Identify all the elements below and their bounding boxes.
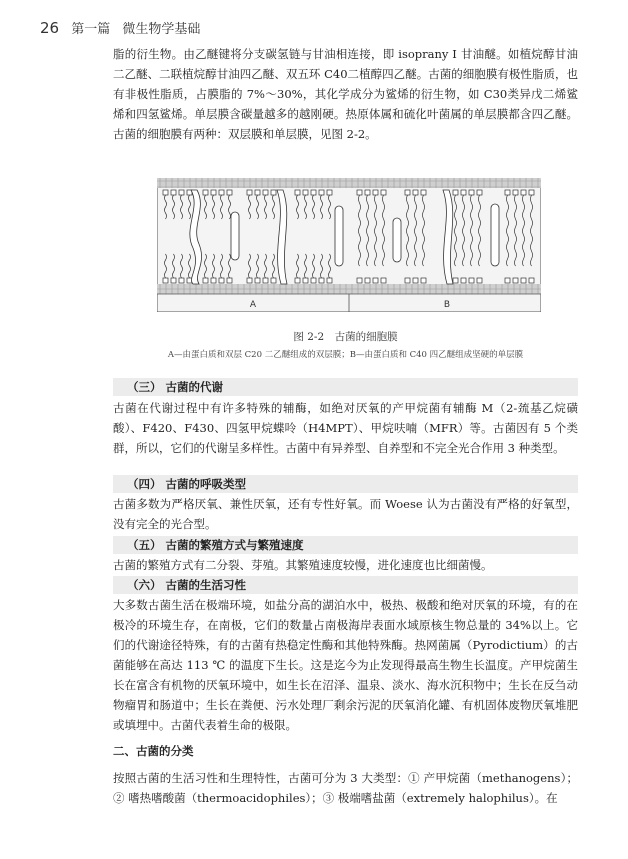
heading-habitat: （六） 古菌的生活习性 [113,576,578,594]
cell-membrane-figure [157,178,541,312]
chapter-title: 微生物学基础 [122,22,201,37]
paragraph-metabolism: 古菌在代谢过程中有许多特殊的辅酶，如绝对厌氧的产甲烷菌有辅酶 M（2-巯基乙烷磺酸）、F420、F430、四氢甲烷蝶呤（H4MPT）、甲烷呋喃（MFR）等。古菌因有 5 个类群，所以，它们的代谢呈多样性。古菌中有异养型、自养型和不完全光合作用 3 种类型。 [113,401,578,455]
paragraph-membrane: 脂的衍生物。由乙醚键将分支碳氢链与甘油相连接，即 isoprany Ⅰ 甘油醚。如植烷醇甘油二乙醚、二联植烷醇甘油四乙醚、双五环 C40二植醇四乙醚。古菌的细胞膜有极性脂质，也有非极性脂质，占膜脂的 7%～30%，其化学成分为鲨烯的衍生物，如 C30类异戊二烯鲨烯和四氢鲨烯。单层膜含碳量越多的越刚硬。热原体属和硫化叶菌属的单层膜都含四乙醚。古菌的细胞膜有两种：双层膜和单层膜，见图 2-2。 [113,47,578,141]
running-header [40,18,200,37]
figure-caption: 图 2-2 古菌的细胞膜 [293,331,398,343]
heading-respiration: （四） 古菌的呼吸类型 [113,475,578,493]
paragraph-habitat: 大多数古菌生活在极端环境，如盐分高的湖泊水中，极热、极酸和绝对厌氧的环境，有的在极冷的环境生存，在南极，它们的数量占南极海岸表面水域原核生物总量的 34%以上。它们的代谢途径特殊，有的古菌有热稳定性酶和其他特殊酶。热网菌属（Pyrodictium）的古菌能够在高达 113 ℃ 的温度下生长。这是迄今为止发现得最高生物生长温度。产甲烷菌生长在富含有机物的厌氧环境中，如生长在沼泽、温泉、淡水、海水沉积物中；生长在反刍动物瘤胃和肠道中；生长在粪便、污水处理厂剩余污泥的厌氧消化罐、有机固体废物厌氧堆肥或填埋中。古菌代表着生命的极限。 [113,598,578,732]
heading-classification: 二、古菌的分类 [113,744,194,758]
heading-metabolism: （三） 古菌的代谢 [113,378,578,396]
paragraph-classification: 按照古菌的生活习性和生理特性，古菌可分为 3 大类型：① 产甲烷菌（methanogens）；② 嗜热嗜酸菌（thermoacidophiles）；③ 极端嗜盐菌（extremely halophilus）。在 [113,771,578,805]
section-label: 第一篇 [71,22,111,37]
paragraph-reproduction: 古菌的繁殖方式有二分裂、芽殖。其繁殖速度较慢，进化速度也比细菌慢。 [113,558,493,572]
paragraph-respiration: 古菌多数为严格厌氧、兼性厌氧，还有专性好氧。而 Woese 认为古菌没有严格的好氧型，没有完全的光合型。 [113,497,578,531]
heading-reproduction: （五） 古菌的繁殖方式与繁殖速度 [113,536,578,554]
panel-label-a: A [249,300,257,310]
page-number: 26 [40,19,60,37]
figure-note: A—由蛋白质和双层 C20 二乙醚组成的双层膜；B—由蛋白质和 C40 四乙醚组成坚硬的单层膜 [167,350,524,360]
panel-label-b: B [443,300,451,310]
